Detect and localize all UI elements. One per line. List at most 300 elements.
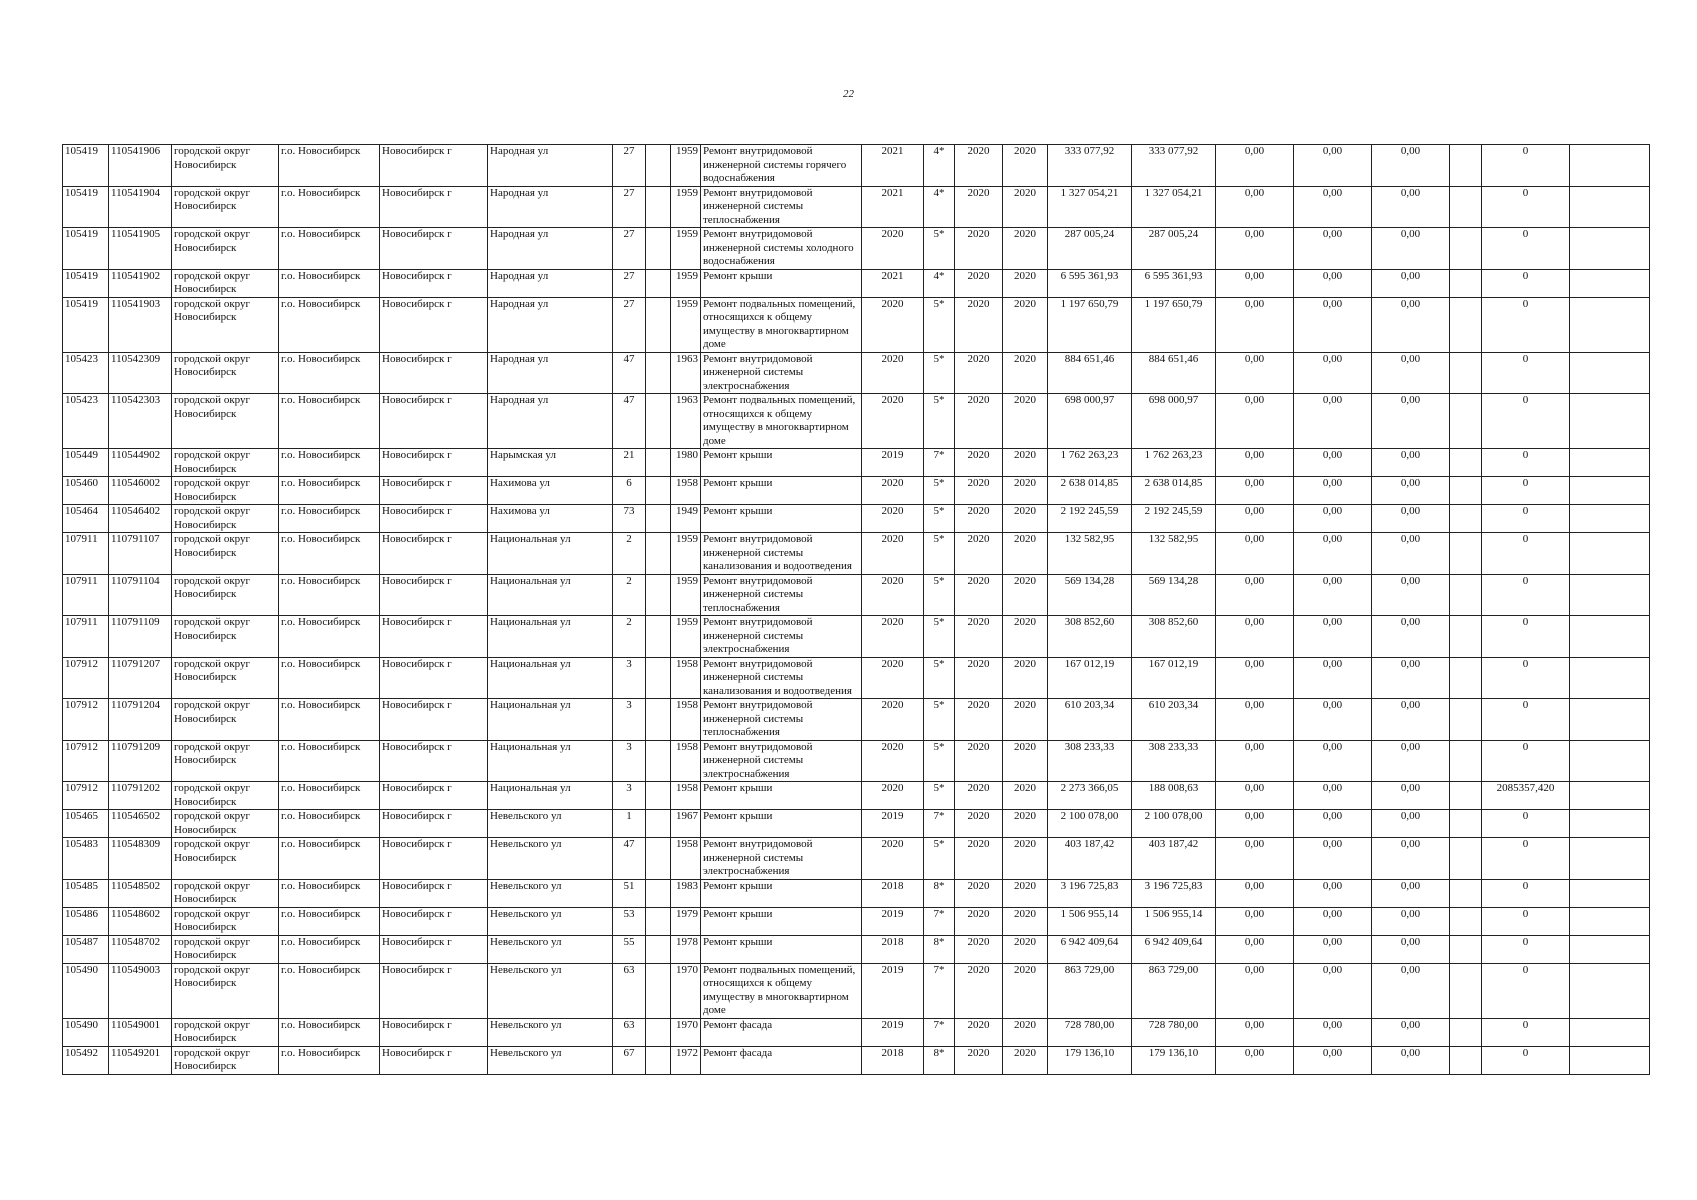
cell-house-id: 107912 bbox=[63, 657, 109, 699]
cell-house-number: 1 bbox=[613, 810, 646, 838]
cell-house-number: 27 bbox=[613, 228, 646, 270]
cell-house-id: 105465 bbox=[63, 810, 109, 838]
cell-house-number: 27 bbox=[613, 186, 646, 228]
cell-category: 8* bbox=[924, 1046, 955, 1074]
cell-total-cost: 1 327 054,21 bbox=[1048, 186, 1132, 228]
cell-fund-cost: 287 005,24 bbox=[1132, 228, 1216, 270]
cell-building bbox=[646, 657, 671, 699]
cell-house-number: 63 bbox=[613, 963, 646, 1018]
cell-budget-federal: 0,00 bbox=[1216, 907, 1294, 935]
cell-planned-year: 2018 bbox=[862, 879, 924, 907]
cell-city-district: г.о. Новосибирск bbox=[279, 533, 380, 575]
cell-settlement: Новосибирск г bbox=[380, 699, 488, 741]
cell-city-district: г.о. Новосибирск bbox=[279, 907, 380, 935]
cell-settlement: Новосибирск г bbox=[380, 449, 488, 477]
cell-fund-cost: 2 192 245,59 bbox=[1132, 505, 1216, 533]
cell-budget-federal: 0,00 bbox=[1216, 228, 1294, 270]
table-row bbox=[63, 740, 1650, 782]
cell-budget-federal: 0,00 bbox=[1216, 935, 1294, 963]
table-row bbox=[63, 879, 1650, 907]
cell-work-type: Ремонт внутридомовой инженерной системы электроснабжения bbox=[701, 352, 862, 394]
cell-total-cost: 6 942 409,64 bbox=[1048, 935, 1132, 963]
cell-year-built: 1958 bbox=[671, 699, 701, 741]
cell-total-cost: 698 000,97 bbox=[1048, 394, 1132, 449]
cell-building bbox=[646, 449, 671, 477]
cell-total-cost: 569 134,28 bbox=[1048, 574, 1132, 616]
cell-budget-federal: 0,00 bbox=[1216, 1046, 1294, 1074]
cell-note bbox=[1570, 907, 1650, 935]
cell-settlement: Новосибирск г bbox=[380, 297, 488, 352]
cell-settlement: Новосибирск г bbox=[380, 963, 488, 1018]
cell-extra bbox=[1450, 574, 1482, 616]
cell-work-id: 110548602 bbox=[109, 907, 172, 935]
cell-building bbox=[646, 297, 671, 352]
cell-settlement: Новосибирск г bbox=[380, 879, 488, 907]
cell-street: Невельского ул bbox=[488, 838, 613, 880]
cell-work-id: 110549201 bbox=[109, 1046, 172, 1074]
cell-house-number: 3 bbox=[613, 699, 646, 741]
cell-street: Народная ул bbox=[488, 186, 613, 228]
cell-settlement: Новосибирск г bbox=[380, 574, 488, 616]
cell-end-year: 2020 bbox=[1003, 657, 1048, 699]
cell-street: Невельского ул bbox=[488, 1046, 613, 1074]
cell-total-cost: 308 233,33 bbox=[1048, 740, 1132, 782]
cell-budget-local: 0,00 bbox=[1372, 533, 1450, 575]
cell-city-district: г.о. Новосибирск bbox=[279, 657, 380, 699]
cell-budget-local: 0,00 bbox=[1372, 699, 1450, 741]
cell-city-district: г.о. Новосибирск bbox=[279, 838, 380, 880]
cell-category: 5* bbox=[924, 838, 955, 880]
cell-start-year: 2020 bbox=[955, 657, 1003, 699]
cell-extra bbox=[1450, 394, 1482, 449]
cell-extra bbox=[1450, 963, 1482, 1018]
cell-settlement: Новосибирск г bbox=[380, 740, 488, 782]
cell-budget-federal: 0,00 bbox=[1216, 297, 1294, 352]
cell-house-number: 2 bbox=[613, 616, 646, 658]
cell-building bbox=[646, 740, 671, 782]
table-row bbox=[63, 963, 1650, 1018]
cell-end-year: 2020 bbox=[1003, 740, 1048, 782]
cell-work-id: 110541905 bbox=[109, 228, 172, 270]
cell-extra bbox=[1450, 1018, 1482, 1046]
cell-settlement: Новосибирск г bbox=[380, 269, 488, 297]
cell-planned-year: 2020 bbox=[862, 297, 924, 352]
cell-planned-year: 2020 bbox=[862, 616, 924, 658]
cell-work-id: 110542309 bbox=[109, 352, 172, 394]
cell-budget-regional: 0,00 bbox=[1294, 616, 1372, 658]
cell-work-type: Ремонт крыши bbox=[701, 782, 862, 810]
cell-fund-cost: 569 134,28 bbox=[1132, 574, 1216, 616]
cell-total-cost: 3 196 725,83 bbox=[1048, 879, 1132, 907]
cell-work-type: Ремонт крыши bbox=[701, 907, 862, 935]
cell-house-id: 105423 bbox=[63, 352, 109, 394]
cell-work-id: 110791109 bbox=[109, 616, 172, 658]
cell-house-id: 107911 bbox=[63, 533, 109, 575]
cell-municipality: городской округ Новосибирск bbox=[172, 1018, 279, 1046]
cell-end-year: 2020 bbox=[1003, 935, 1048, 963]
cell-planned-year: 2020 bbox=[862, 657, 924, 699]
cell-street: Нарымская ул bbox=[488, 449, 613, 477]
cell-budget-federal: 0,00 bbox=[1216, 477, 1294, 505]
cell-year-built: 1959 bbox=[671, 297, 701, 352]
cell-city-district: г.о. Новосибирск bbox=[279, 505, 380, 533]
cell-municipality: городской округ Новосибирск bbox=[172, 879, 279, 907]
cell-fund-cost: 2 100 078,00 bbox=[1132, 810, 1216, 838]
cell-end-year: 2020 bbox=[1003, 477, 1048, 505]
cell-total-cost: 403 187,42 bbox=[1048, 838, 1132, 880]
cell-note bbox=[1570, 477, 1650, 505]
cell-category: 5* bbox=[924, 228, 955, 270]
cell-house-number: 27 bbox=[613, 269, 646, 297]
cell-city-district: г.о. Новосибирск bbox=[279, 879, 380, 907]
cell-street: Народная ул bbox=[488, 394, 613, 449]
cell-work-id: 110541902 bbox=[109, 269, 172, 297]
cell-end-year: 2020 bbox=[1003, 297, 1048, 352]
cell-street: Народная ул bbox=[488, 145, 613, 187]
cell-budget-local: 0,00 bbox=[1372, 963, 1450, 1018]
cell-building bbox=[646, 1046, 671, 1074]
cell-fund-cost: 1 327 054,21 bbox=[1132, 186, 1216, 228]
cell-category: 5* bbox=[924, 657, 955, 699]
cell-city-district: г.о. Новосибирск bbox=[279, 574, 380, 616]
cell-building bbox=[646, 810, 671, 838]
cell-planned-year: 2020 bbox=[862, 352, 924, 394]
cell-city-district: г.о. Новосибирск bbox=[279, 810, 380, 838]
cell-year-built: 1959 bbox=[671, 186, 701, 228]
cell-budget-local: 0,00 bbox=[1372, 394, 1450, 449]
cell-budget-regional: 0,00 bbox=[1294, 352, 1372, 394]
cell-category: 5* bbox=[924, 533, 955, 575]
cell-municipality: городской округ Новосибирск bbox=[172, 740, 279, 782]
cell-street: Народная ул bbox=[488, 269, 613, 297]
cell-house-id: 105423 bbox=[63, 394, 109, 449]
cell-budget-local: 0,00 bbox=[1372, 186, 1450, 228]
cell-budget-federal: 0,00 bbox=[1216, 505, 1294, 533]
cell-extra bbox=[1450, 838, 1482, 880]
cell-budget-local: 0,00 bbox=[1372, 449, 1450, 477]
cell-house-number: 6 bbox=[613, 477, 646, 505]
cell-settlement: Новосибирск г bbox=[380, 533, 488, 575]
cell-work-id: 110542303 bbox=[109, 394, 172, 449]
cell-owners-funds: 0 bbox=[1482, 740, 1570, 782]
cell-extra bbox=[1450, 616, 1482, 658]
cell-house-number: 3 bbox=[613, 657, 646, 699]
cell-owners-funds: 0 bbox=[1482, 145, 1570, 187]
cell-year-built: 1970 bbox=[671, 963, 701, 1018]
cell-building bbox=[646, 394, 671, 449]
cell-note bbox=[1570, 505, 1650, 533]
cell-municipality: городской округ Новосибирск bbox=[172, 186, 279, 228]
cell-planned-year: 2021 bbox=[862, 269, 924, 297]
cell-owners-funds: 0 bbox=[1482, 505, 1570, 533]
table-row bbox=[63, 269, 1650, 297]
cell-category: 5* bbox=[924, 477, 955, 505]
cell-year-built: 1983 bbox=[671, 879, 701, 907]
cell-house-number: 63 bbox=[613, 1018, 646, 1046]
page-number: 22 bbox=[843, 88, 854, 100]
cell-start-year: 2020 bbox=[955, 699, 1003, 741]
cell-start-year: 2020 bbox=[955, 810, 1003, 838]
cell-fund-cost: 728 780,00 bbox=[1132, 1018, 1216, 1046]
cell-planned-year: 2020 bbox=[862, 838, 924, 880]
cell-budget-local: 0,00 bbox=[1372, 657, 1450, 699]
cell-start-year: 2020 bbox=[955, 782, 1003, 810]
cell-budget-federal: 0,00 bbox=[1216, 449, 1294, 477]
cell-category: 5* bbox=[924, 394, 955, 449]
cell-total-cost: 863 729,00 bbox=[1048, 963, 1132, 1018]
cell-house-id: 105486 bbox=[63, 907, 109, 935]
cell-planned-year: 2020 bbox=[862, 782, 924, 810]
cell-year-built: 1959 bbox=[671, 269, 701, 297]
cell-end-year: 2020 bbox=[1003, 1046, 1048, 1074]
cell-budget-local: 0,00 bbox=[1372, 616, 1450, 658]
cell-city-district: г.о. Новосибирск bbox=[279, 1018, 380, 1046]
cell-budget-local: 0,00 bbox=[1372, 352, 1450, 394]
cell-house-number: 3 bbox=[613, 782, 646, 810]
cell-owners-funds: 0 bbox=[1482, 907, 1570, 935]
cell-house-id: 105487 bbox=[63, 935, 109, 963]
cell-house-id: 107912 bbox=[63, 699, 109, 741]
cell-owners-funds: 0 bbox=[1482, 616, 1570, 658]
cell-year-built: 1958 bbox=[671, 782, 701, 810]
cell-start-year: 2020 bbox=[955, 963, 1003, 1018]
cell-planned-year: 2020 bbox=[862, 533, 924, 575]
cell-end-year: 2020 bbox=[1003, 228, 1048, 270]
cell-street: Национальная ул bbox=[488, 616, 613, 658]
cell-start-year: 2020 bbox=[955, 574, 1003, 616]
cell-extra bbox=[1450, 145, 1482, 187]
table-row bbox=[63, 477, 1650, 505]
cell-work-type: Ремонт крыши bbox=[701, 449, 862, 477]
cell-house-number: 2 bbox=[613, 533, 646, 575]
cell-work-id: 110791209 bbox=[109, 740, 172, 782]
cell-category: 7* bbox=[924, 449, 955, 477]
cell-end-year: 2020 bbox=[1003, 616, 1048, 658]
cell-fund-cost: 188 008,63 bbox=[1132, 782, 1216, 810]
cell-building bbox=[646, 228, 671, 270]
cell-work-type: Ремонт подвальных помещений, относящихся к общему имуществу в многоквартирном доме bbox=[701, 963, 862, 1018]
cell-budget-regional: 0,00 bbox=[1294, 394, 1372, 449]
cell-start-year: 2020 bbox=[955, 616, 1003, 658]
cell-end-year: 2020 bbox=[1003, 699, 1048, 741]
cell-house-id: 105419 bbox=[63, 186, 109, 228]
cell-building bbox=[646, 963, 671, 1018]
cell-work-type: Ремонт внутридомовой инженерной системы горячего водоснабжения bbox=[701, 145, 862, 187]
cell-building bbox=[646, 699, 671, 741]
cell-start-year: 2020 bbox=[955, 879, 1003, 907]
cell-budget-local: 0,00 bbox=[1372, 477, 1450, 505]
cell-end-year: 2020 bbox=[1003, 352, 1048, 394]
cell-municipality: городской округ Новосибирск bbox=[172, 297, 279, 352]
cell-work-type: Ремонт крыши bbox=[701, 269, 862, 297]
cell-fund-cost: 863 729,00 bbox=[1132, 963, 1216, 1018]
cell-total-cost: 167 012,19 bbox=[1048, 657, 1132, 699]
cell-house-number: 73 bbox=[613, 505, 646, 533]
cell-extra bbox=[1450, 449, 1482, 477]
cell-house-id: 105419 bbox=[63, 297, 109, 352]
cell-year-built: 1963 bbox=[671, 352, 701, 394]
cell-settlement: Новосибирск г bbox=[380, 810, 488, 838]
cell-owners-funds: 0 bbox=[1482, 269, 1570, 297]
cell-owners-funds: 0 bbox=[1482, 228, 1570, 270]
cell-note bbox=[1570, 657, 1650, 699]
cell-house-id: 107912 bbox=[63, 740, 109, 782]
cell-house-number: 47 bbox=[613, 352, 646, 394]
cell-start-year: 2020 bbox=[955, 297, 1003, 352]
cell-total-cost: 179 136,10 bbox=[1048, 1046, 1132, 1074]
cell-house-id: 105492 bbox=[63, 1046, 109, 1074]
cell-building bbox=[646, 935, 671, 963]
cell-note bbox=[1570, 1046, 1650, 1074]
cell-work-id: 110546002 bbox=[109, 477, 172, 505]
table-row bbox=[63, 352, 1650, 394]
table-row bbox=[63, 533, 1650, 575]
cell-owners-funds: 0 bbox=[1482, 449, 1570, 477]
cell-start-year: 2020 bbox=[955, 907, 1003, 935]
cell-start-year: 2020 bbox=[955, 740, 1003, 782]
cell-planned-year: 2020 bbox=[862, 699, 924, 741]
cell-city-district: г.о. Новосибирск bbox=[279, 449, 380, 477]
cell-year-built: 1970 bbox=[671, 1018, 701, 1046]
cell-city-district: г.о. Новосибирск bbox=[279, 616, 380, 658]
cell-building bbox=[646, 352, 671, 394]
cell-owners-funds: 0 bbox=[1482, 394, 1570, 449]
table-row bbox=[63, 1018, 1650, 1046]
cell-house-number: 47 bbox=[613, 394, 646, 449]
cell-category: 5* bbox=[924, 574, 955, 616]
cell-work-type: Ремонт фасада bbox=[701, 1018, 862, 1046]
cell-total-cost: 2 638 014,85 bbox=[1048, 477, 1132, 505]
cell-end-year: 2020 bbox=[1003, 907, 1048, 935]
cell-category: 5* bbox=[924, 505, 955, 533]
cell-total-cost: 6 595 361,93 bbox=[1048, 269, 1132, 297]
cell-work-id: 110544902 bbox=[109, 449, 172, 477]
cell-year-built: 1958 bbox=[671, 838, 701, 880]
cell-work-type: Ремонт крыши bbox=[701, 879, 862, 907]
cell-owners-funds: 0 bbox=[1482, 879, 1570, 907]
cell-work-type: Ремонт подвальных помещений, относящихся к общему имуществу в многоквартирном доме bbox=[701, 394, 862, 449]
cell-budget-local: 0,00 bbox=[1372, 907, 1450, 935]
cell-note bbox=[1570, 935, 1650, 963]
cell-category: 8* bbox=[924, 935, 955, 963]
cell-work-id: 110541903 bbox=[109, 297, 172, 352]
cell-work-type: Ремонт фасада bbox=[701, 1046, 862, 1074]
cell-budget-local: 0,00 bbox=[1372, 740, 1450, 782]
cell-owners-funds: 2085357,420 bbox=[1482, 782, 1570, 810]
cell-planned-year: 2021 bbox=[862, 145, 924, 187]
cell-extra bbox=[1450, 879, 1482, 907]
cell-street: Национальная ул bbox=[488, 782, 613, 810]
cell-total-cost: 287 005,24 bbox=[1048, 228, 1132, 270]
cell-settlement: Новосибирск г bbox=[380, 907, 488, 935]
cell-start-year: 2020 bbox=[955, 269, 1003, 297]
cell-settlement: Новосибирск г bbox=[380, 1018, 488, 1046]
cell-fund-cost: 167 012,19 bbox=[1132, 657, 1216, 699]
cell-planned-year: 2020 bbox=[862, 740, 924, 782]
cell-note bbox=[1570, 782, 1650, 810]
cell-end-year: 2020 bbox=[1003, 782, 1048, 810]
cell-fund-cost: 2 638 014,85 bbox=[1132, 477, 1216, 505]
cell-budget-local: 0,00 bbox=[1372, 935, 1450, 963]
cell-total-cost: 132 582,95 bbox=[1048, 533, 1132, 575]
cell-planned-year: 2020 bbox=[862, 574, 924, 616]
cell-owners-funds: 0 bbox=[1482, 352, 1570, 394]
cell-extra bbox=[1450, 810, 1482, 838]
cell-owners-funds: 0 bbox=[1482, 186, 1570, 228]
cell-budget-local: 0,00 bbox=[1372, 228, 1450, 270]
cell-work-id: 110791107 bbox=[109, 533, 172, 575]
cell-note bbox=[1570, 699, 1650, 741]
cell-extra bbox=[1450, 1046, 1482, 1074]
cell-settlement: Новосибирск г bbox=[380, 1046, 488, 1074]
cell-total-cost: 308 852,60 bbox=[1048, 616, 1132, 658]
cell-planned-year: 2018 bbox=[862, 935, 924, 963]
cell-street: Невельского ул bbox=[488, 963, 613, 1018]
cell-planned-year: 2019 bbox=[862, 963, 924, 1018]
cell-work-id: 110548502 bbox=[109, 879, 172, 907]
cell-house-id: 107911 bbox=[63, 616, 109, 658]
table-row bbox=[63, 838, 1650, 880]
table-body bbox=[63, 145, 1650, 1075]
cell-building bbox=[646, 533, 671, 575]
cell-street: Невельского ул bbox=[488, 879, 613, 907]
cell-municipality: городской округ Новосибирск bbox=[172, 782, 279, 810]
cell-note bbox=[1570, 533, 1650, 575]
cell-budget-local: 0,00 bbox=[1372, 879, 1450, 907]
cell-municipality: городской округ Новосибирск bbox=[172, 907, 279, 935]
table-row bbox=[63, 935, 1650, 963]
cell-fund-cost: 308 233,33 bbox=[1132, 740, 1216, 782]
cell-owners-funds: 0 bbox=[1482, 477, 1570, 505]
cell-work-type: Ремонт внутридомовой инженерной системы теплоснабжения bbox=[701, 186, 862, 228]
cell-budget-regional: 0,00 bbox=[1294, 810, 1372, 838]
cell-start-year: 2020 bbox=[955, 477, 1003, 505]
cell-street: Национальная ул bbox=[488, 657, 613, 699]
cell-budget-regional: 0,00 bbox=[1294, 782, 1372, 810]
cell-municipality: городской округ Новосибирск bbox=[172, 394, 279, 449]
cell-extra bbox=[1450, 740, 1482, 782]
cell-house-number: 53 bbox=[613, 907, 646, 935]
cell-planned-year: 2021 bbox=[862, 186, 924, 228]
cell-budget-regional: 0,00 bbox=[1294, 879, 1372, 907]
cell-end-year: 2020 bbox=[1003, 145, 1048, 187]
cell-total-cost: 1 197 650,79 bbox=[1048, 297, 1132, 352]
cell-work-id: 110791207 bbox=[109, 657, 172, 699]
cell-municipality: городской округ Новосибирск bbox=[172, 505, 279, 533]
cell-work-id: 110541904 bbox=[109, 186, 172, 228]
cell-end-year: 2020 bbox=[1003, 449, 1048, 477]
cell-owners-funds: 0 bbox=[1482, 533, 1570, 575]
cell-category: 7* bbox=[924, 810, 955, 838]
cell-extra bbox=[1450, 657, 1482, 699]
cell-budget-federal: 0,00 bbox=[1216, 699, 1294, 741]
cell-total-cost: 1 506 955,14 bbox=[1048, 907, 1132, 935]
cell-municipality: городской округ Новосибирск bbox=[172, 228, 279, 270]
cell-budget-federal: 0,00 bbox=[1216, 879, 1294, 907]
cell-municipality: городской округ Новосибирск bbox=[172, 533, 279, 575]
cell-settlement: Новосибирск г bbox=[380, 657, 488, 699]
cell-planned-year: 2020 bbox=[862, 477, 924, 505]
cell-work-type: Ремонт внутридомовой инженерной системы канализования и водоотведения bbox=[701, 533, 862, 575]
cell-city-district: г.о. Новосибирск bbox=[279, 699, 380, 741]
capital-repair-table bbox=[62, 144, 1650, 1075]
cell-total-cost: 884 651,46 bbox=[1048, 352, 1132, 394]
cell-owners-funds: 0 bbox=[1482, 657, 1570, 699]
cell-owners-funds: 0 bbox=[1482, 963, 1570, 1018]
cell-start-year: 2020 bbox=[955, 228, 1003, 270]
cell-category: 7* bbox=[924, 907, 955, 935]
cell-budget-federal: 0,00 bbox=[1216, 533, 1294, 575]
